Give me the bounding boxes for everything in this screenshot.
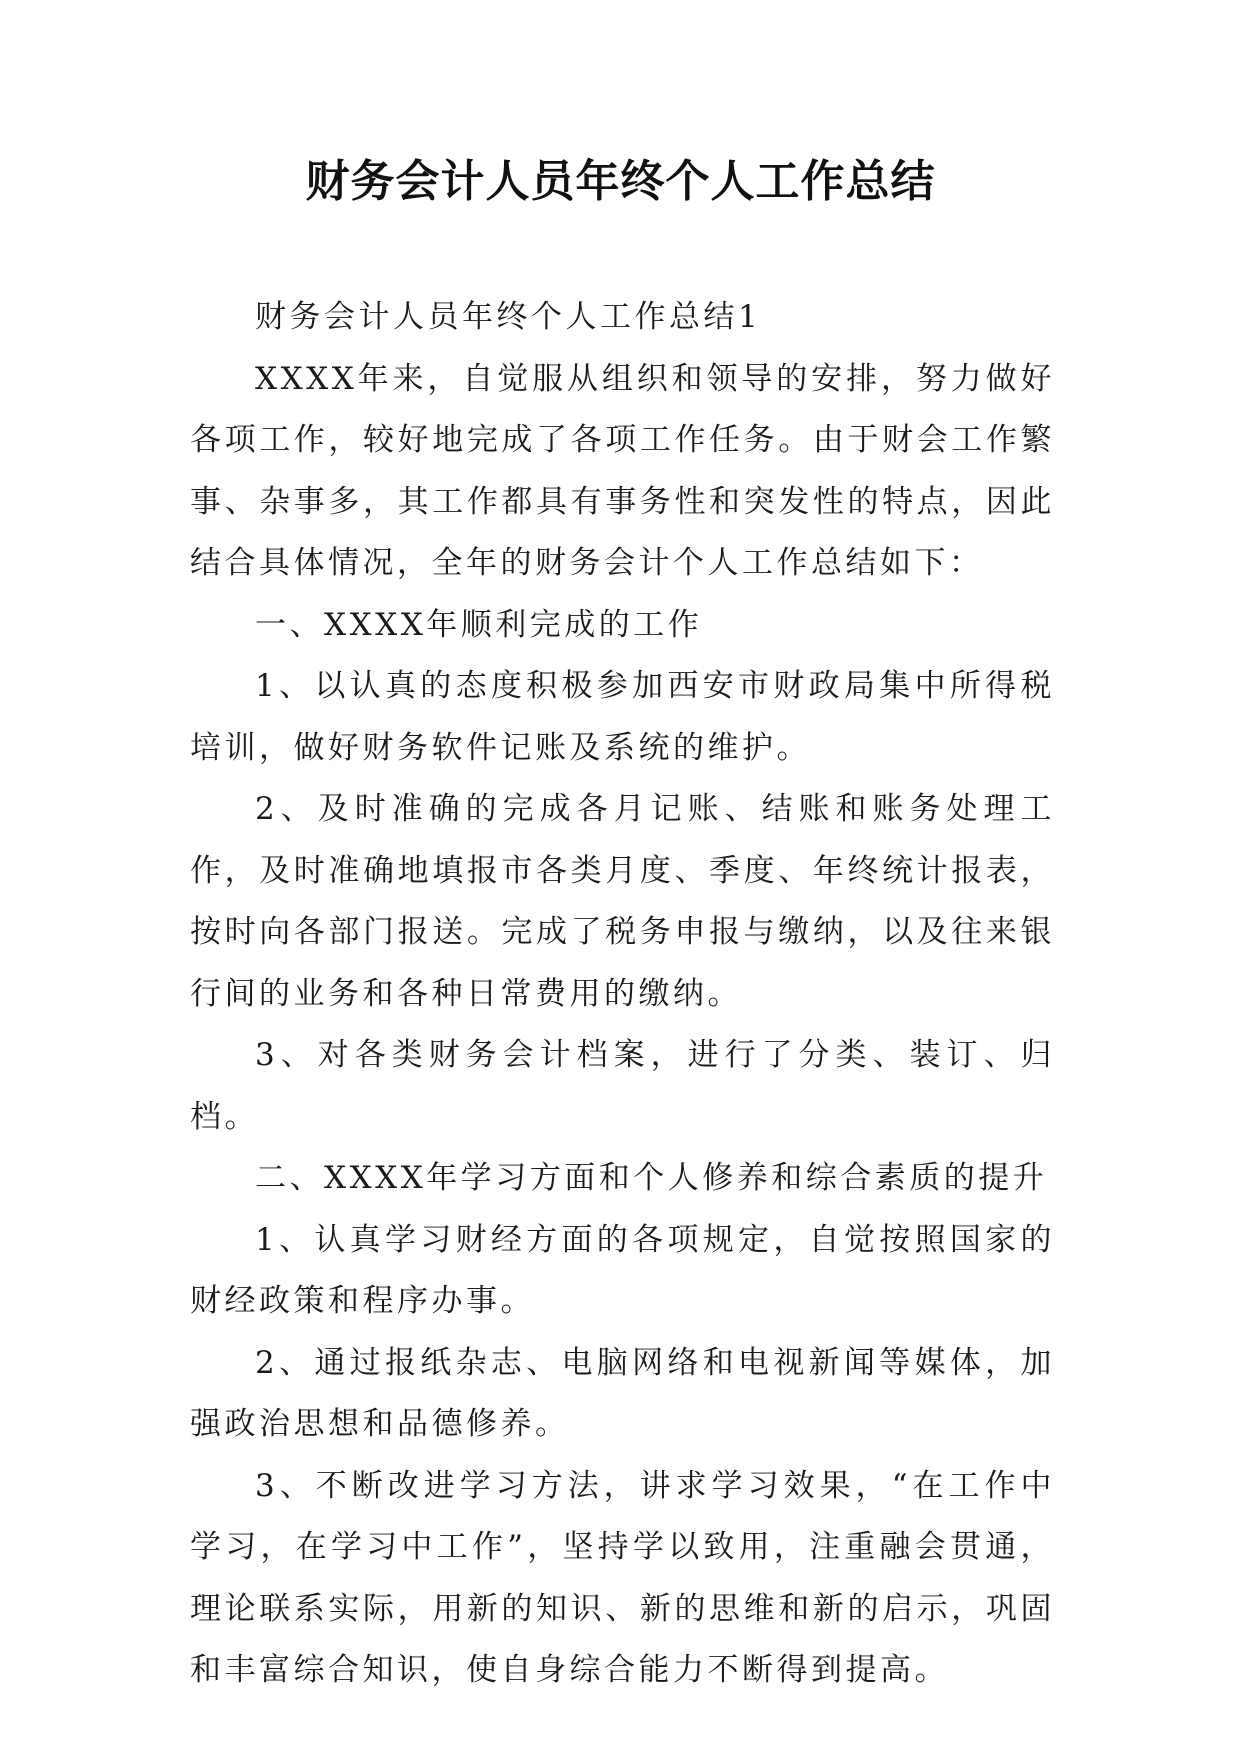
paragraph-intro: XXXX年来，自觉服从组织和领导的安排，努力做好各项工作，较好地完成了各项工作任务。由于财会工作繁事、杂事多，其工作都具有事务性和突发性的特点，因此结合具体情况，全年的财务会计个人工作总结如下： (190, 360, 1055, 581)
paragraph-item: 3、不断改进学习方法，讲求学习效果，“在工作中学习，在学习中工作”，坚持学以致用，注重融会贯通，理论联系实际，用新的知识、新的思维和新的启示，巩固和丰富综合知识，使自身综合能力不断得到提高。 (190, 1467, 1055, 1688)
paragraph-subtitle: 财务会计人员年终个人工作总结1 (255, 299, 762, 335)
document-body (190, 287, 1055, 1702)
paragraph-item: 1、以认真的态度积极参加西安市财政局集中所得税培训，做好财务软件记账及系统的维护。 (190, 668, 1055, 766)
document-title: 财务会计人员年终个人工作总结 (305, 156, 936, 207)
section-heading-1: 一、XXXX年顺利完成的工作 (255, 606, 703, 643)
section-heading-2: 二、XXXX年学习方面和个人修养和综合素质的提升 (255, 1160, 1048, 1196)
paragraph-item: 3、对各类财务会计档案，进行了分类、装订、归档。 (190, 1037, 1055, 1135)
paragraph-item: 2、及时准确的完成各月记账、结账和账务处理工作，及时准确地填报市各类月度、季度、年终统计报表，按时向各部门报送。完成了税务申报与缴纳，以及往来银行间的业务和各种日常费用的缴纳。 (190, 791, 1055, 1012)
paragraph-item: 2、通过报纸杂志、电脑网络和电视新闻等媒体，加强政治思想和品德修养。 (190, 1344, 1055, 1442)
paragraph-item: 1、认真学习财经方面的各项规定，自觉按照国家的财经政策和程序办事。 (190, 1221, 1055, 1319)
